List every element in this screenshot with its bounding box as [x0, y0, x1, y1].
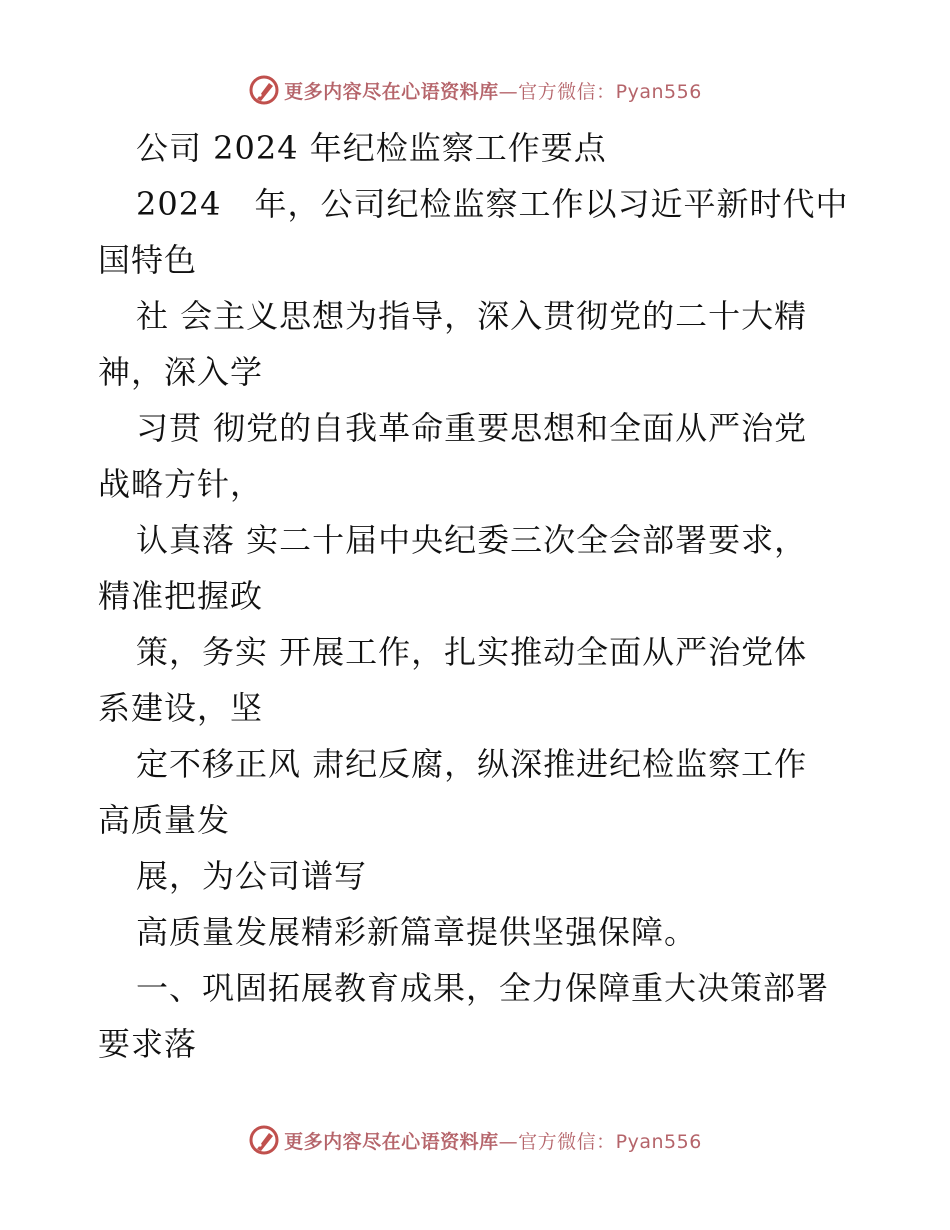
document-body: [98, 120, 858, 1072]
paragraph-line: 定不移正风 肃纪反腐，纵深推进纪检监察工作: [136, 745, 808, 783]
pen-nib-logo-icon: [248, 1124, 280, 1156]
paragraph-line: 认真落 实二十届中央纪委三次全会部署要求，: [136, 521, 808, 559]
paragraph-line: 策，务实 开展工作，扎实推动全面从严治党体: [136, 633, 808, 671]
paragraph-line: 系建设，坚: [98, 689, 264, 727]
paragraph-line: 高质量发展精彩新篇章提供坚强保障。: [136, 913, 698, 951]
footer-banner: [0, 1120, 950, 1160]
paragraph-line: 展，为公司谱写: [136, 857, 368, 895]
banner-site-name: 更多内容尽在心语资料库: [284, 80, 499, 103]
document-title: 公司 2024 年纪检监察工作要点: [136, 129, 607, 167]
paragraph-line: 2024 年，公司纪检监察工作以习近平新时代中: [136, 185, 849, 223]
paragraph-line: 国特色: [98, 241, 198, 279]
paragraph-line: 神，深入学: [98, 353, 264, 391]
paragraph-line: 习贯 彻党的自我革命重要思想和全面从严治党: [136, 409, 808, 447]
paragraph-line: 战略方针，: [98, 465, 264, 503]
paragraph-line: 高质量发: [98, 801, 231, 839]
paragraph-line: 精准把握政: [98, 577, 264, 615]
paragraph-line: 社 会主义思想为指导，深入贯彻党的二十大精: [136, 297, 808, 335]
banner-wechat: 官方微信：Pyan556: [518, 1130, 702, 1153]
banner-wechat: 官方微信：Pyan556: [518, 80, 702, 103]
header-banner: [0, 70, 950, 110]
banner-separator: —: [498, 1130, 519, 1153]
banner-site-name: 更多内容尽在心语资料库: [284, 1130, 499, 1153]
section-heading-continued: 要求落: [98, 1025, 198, 1063]
banner-separator: —: [498, 80, 519, 103]
pen-nib-logo-icon: [248, 74, 280, 106]
section-heading: 一、巩固拓展教育成果，全力保障重大决策部署: [136, 969, 830, 1007]
